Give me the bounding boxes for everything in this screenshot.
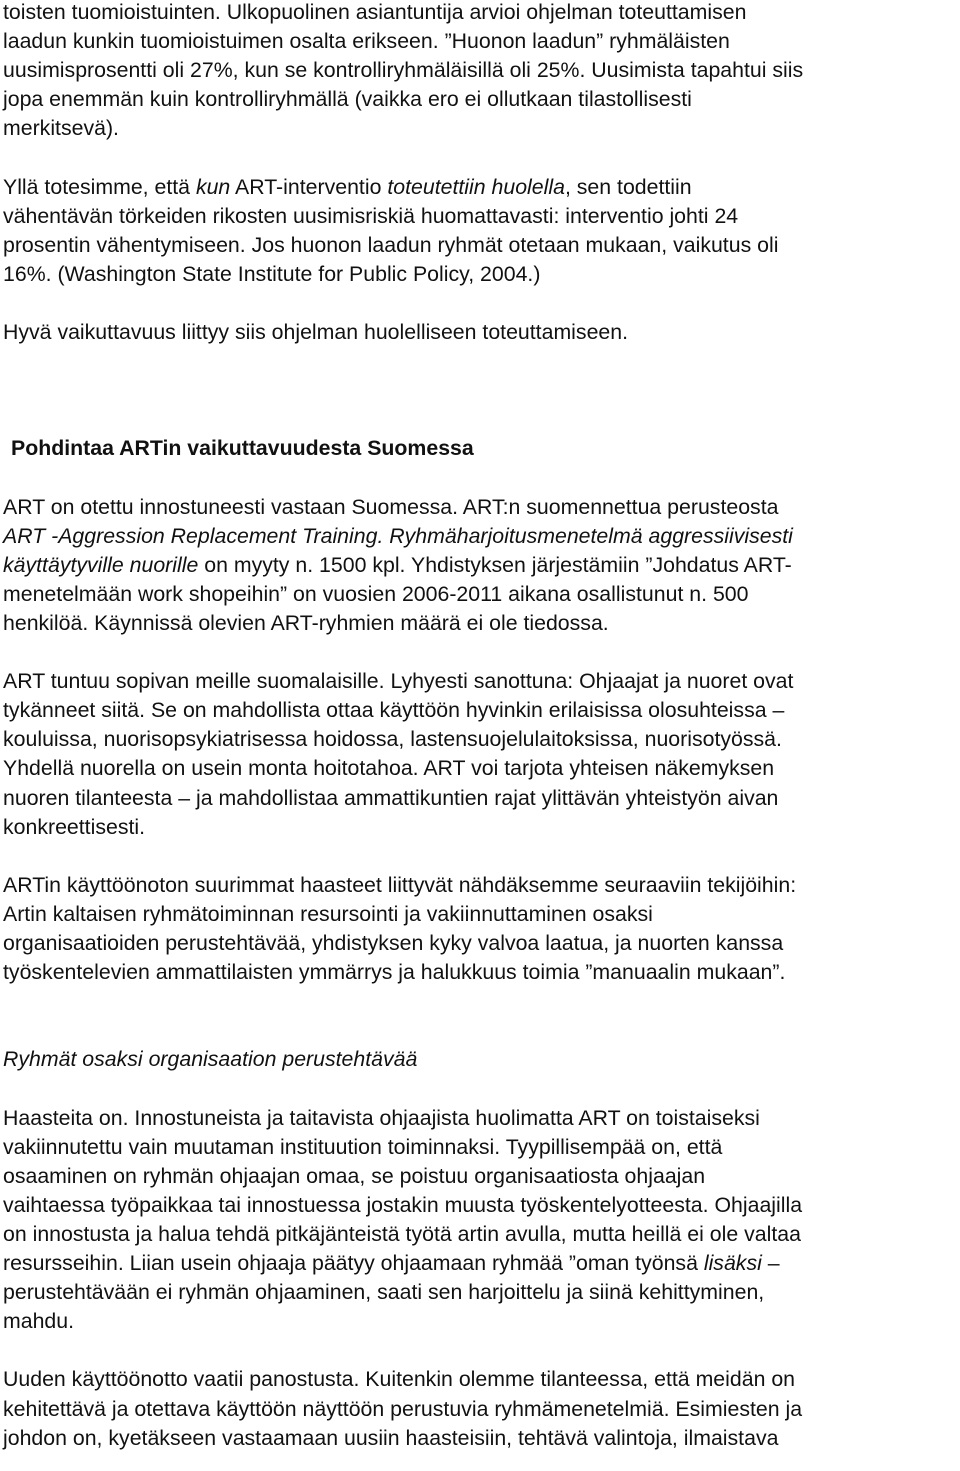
body-paragraph [3, 173, 957, 289]
italic-text-run: kun [195, 174, 231, 199]
text-line [3, 696, 957, 725]
text-line [3, 1424, 957, 1453]
section-subheading [3, 1045, 957, 1074]
text-line [3, 1104, 957, 1133]
text-run: vaihtaessa työpaikkaa tai innostuessa jostakin muusta työskentelyotteesta. Ohjaajilla [3, 1192, 803, 1217]
italic-text-run: käyttäytyville nuorille [3, 552, 199, 577]
text-run: ART-interventio [230, 174, 388, 199]
italic-text-run: lisäksi [703, 1251, 762, 1276]
text-run: ART tuntuu sopivan meille suomalaisille. Lyhyesti sanottuna: Ohjaajat ja nuoret ovat [3, 669, 794, 694]
text-run: Uuden käyttöönotto vaatii panostusta. Kuitenkin olemme tilanteessa, että meidän on [3, 1367, 796, 1392]
paragraph-spacer [3, 638, 957, 667]
italic-text-run: Ryhmäharjoitusmenetelmä aggressiivisesti [389, 523, 793, 548]
text-line [3, 1045, 957, 1074]
text-run: osaaminen on ryhmän ohjaajan omaa, se poistuu organisaatiosta ohjaajan [3, 1163, 706, 1188]
text-line [3, 1249, 957, 1278]
text-run: Ryhmät osaksi organisaation perustehtävää [3, 1047, 418, 1072]
text-line [3, 958, 957, 987]
text-run: resursseihin. Liian usein ohjaaja päätyy ohjaamaan ryhmää ”oman työnsä [3, 1251, 704, 1276]
text-line [3, 260, 957, 289]
text-line [3, 56, 957, 85]
text-run: on innostusta ja halua tehdä pitkäjänteistä työtä artin avulla, mutta heillä ei ole valtaa [3, 1221, 801, 1246]
text-run: nuoren tilanteesta – ja mahdollistaa ammattikuntien rajat ylittävän yhteistyön aivan [3, 785, 779, 810]
text-line [11, 434, 957, 463]
text-line [3, 173, 957, 202]
text-line [3, 27, 957, 56]
text-run: työskentelevien ammattilaisten ymmärrys ja halukkuus toimia ”manuaalin mukaan”. [3, 960, 786, 985]
text-line [3, 1307, 957, 1336]
body-paragraph [3, 318, 957, 347]
text-run: organisaatioiden perustehtävää, yhdistyksen kyky valvoa laatua, ja nuorten kanssa [3, 931, 784, 956]
italic-text-run: ART -Aggression Replacement Training. [3, 523, 384, 548]
text-run: johdon on, kyetäkseen vastaamaan uusiin haasteisiin, tehtävä valintoja, ilmaistava [3, 1425, 779, 1450]
paragraph-spacer [3, 289, 957, 318]
text-line [3, 754, 957, 783]
text-run: laadun kunkin tuomioistuimen osalta erikseen. ”Huonon laadun” ryhmäläisten [3, 29, 730, 54]
text-run: ART on otettu innostuneesti vastaan Suomessa. ART:n suomennettua perusteosta [3, 494, 779, 519]
text-run: Pohdintaa ARTin vaikuttavuudesta Suomessa [11, 436, 474, 461]
paragraph-spacer [3, 987, 957, 1045]
text-line [3, 1220, 957, 1249]
text-run: toisten tuomioistuinten. Ulkopuolinen asiantuntija arvioi ohjelman toteuttamisen [3, 0, 747, 24]
text-run: henkilöä. Käynnissä olevien ART-ryhmien määrä ei ole tiedossa. [3, 610, 609, 635]
text-line [3, 1191, 957, 1220]
text-line [3, 784, 957, 813]
text-run: vähentävän törkeiden rikosten uusimisriskiä huomattavasti: interventio johti 24 [3, 203, 739, 228]
text-run: tykänneet siitä. Se on mahdollista ottaa käyttöön hyvinkin erilaisissa olosuhteissa – [3, 698, 785, 723]
text-line [3, 522, 957, 551]
text-run: on myyty n. 1500 kpl. Yhdistyksen järjestämiin ”Johdatus ART- [198, 552, 792, 577]
text-line [3, 318, 957, 347]
text-run: kehitettävä ja otettava käyttöön näyttöön perustuvia ryhmämenetelmiä. Esimiesten ja [3, 1396, 803, 1421]
text-line [3, 231, 957, 260]
text-line [3, 813, 957, 842]
body-paragraph [3, 0, 957, 143]
italic-text-run: toteutettiin huolella [387, 174, 565, 199]
text-line [3, 85, 957, 114]
text-line [3, 114, 957, 143]
text-line [3, 725, 957, 754]
text-run: vakiinnutettu vain muutaman instituution toiminnaksi. Tyypillisempää on, että [3, 1134, 723, 1159]
text-line [3, 1278, 957, 1307]
text-line [3, 1133, 957, 1162]
text-line [3, 667, 957, 696]
section-heading [3, 434, 957, 463]
body-paragraph [3, 493, 957, 638]
body-paragraph [3, 1365, 957, 1452]
paragraph-spacer [3, 842, 957, 871]
text-line [3, 580, 957, 609]
text-run: Artin kaltaisen ryhmätoiminnan resursointi ja vakiinnuttaminen osaksi [3, 901, 653, 926]
text-line [3, 900, 957, 929]
text-line [3, 609, 957, 638]
text-run: menetelmään work shopeihin” on vuosien 2006-2011 aikana osallistunut n. 500 [3, 581, 749, 606]
body-paragraph [3, 1104, 957, 1337]
text-run: – [761, 1251, 780, 1276]
text-line [3, 1395, 957, 1424]
paragraph-spacer [3, 1336, 957, 1365]
text-line [3, 202, 957, 231]
text-run: ARTin käyttöönoton suurimmat haasteet liittyvät nähdäksemme seuraaviin tekijöihin: [3, 872, 797, 897]
text-run: 16%. (Washington State Institute for Public Policy, 2004.) [3, 261, 541, 286]
text-line [3, 551, 957, 580]
text-run: Yhdellä nuorella on usein monta hoitotahoa. ART voi tarjota yhteisen näkemyksen [3, 756, 775, 781]
text-run: Yllä totesimme, että [3, 174, 196, 199]
text-run: merkitsevä). [3, 116, 119, 141]
text-line [3, 1162, 957, 1191]
text-run: mahdu. [3, 1309, 75, 1334]
text-run: Hyvä vaikuttavuus liittyy siis ohjelman huolelliseen toteuttamiseen. [3, 320, 629, 345]
text-run: , sen todettiin [564, 174, 692, 199]
paragraph-spacer [3, 464, 957, 493]
text-run: jopa enemmän kuin kontrolliryhmällä (vaikka ero ei ollutkaan tilastollisesti [3, 87, 692, 112]
text-line [3, 871, 957, 900]
text-run: Haasteita on. Innostuneista ja taitavista ohjaajista huolimatta ART on toistaiseksi [3, 1105, 760, 1130]
paragraph-spacer [3, 1074, 957, 1103]
text-run: prosentin vähentymiseen. Jos huonon laadun ryhmät otetaan mukaan, vaikutus oli [3, 232, 779, 257]
body-paragraph [3, 667, 957, 842]
document-page [3, 0, 957, 1453]
body-paragraph [3, 871, 957, 987]
text-run: konkreettisesti. [3, 814, 146, 839]
text-line [3, 0, 957, 27]
text-run: perustehtävään ei ryhmän ohjaaminen, saati sen harjoittelu ja siinä kehittyminen, [3, 1280, 765, 1305]
paragraph-spacer [3, 347, 957, 434]
text-line [3, 1365, 957, 1394]
text-run: uusimisprosentti oli 27%, kun se kontrolliryhmäläisillä oli 25%. Uusimista tapahtui siis [3, 58, 804, 83]
text-line [3, 929, 957, 958]
text-line [3, 493, 957, 522]
text-run: kouluissa, nuorisopsykiatrisessa hoidossa, lastensuojelulaitoksissa, nuorisotyössä. [3, 727, 782, 752]
paragraph-spacer [3, 143, 957, 172]
